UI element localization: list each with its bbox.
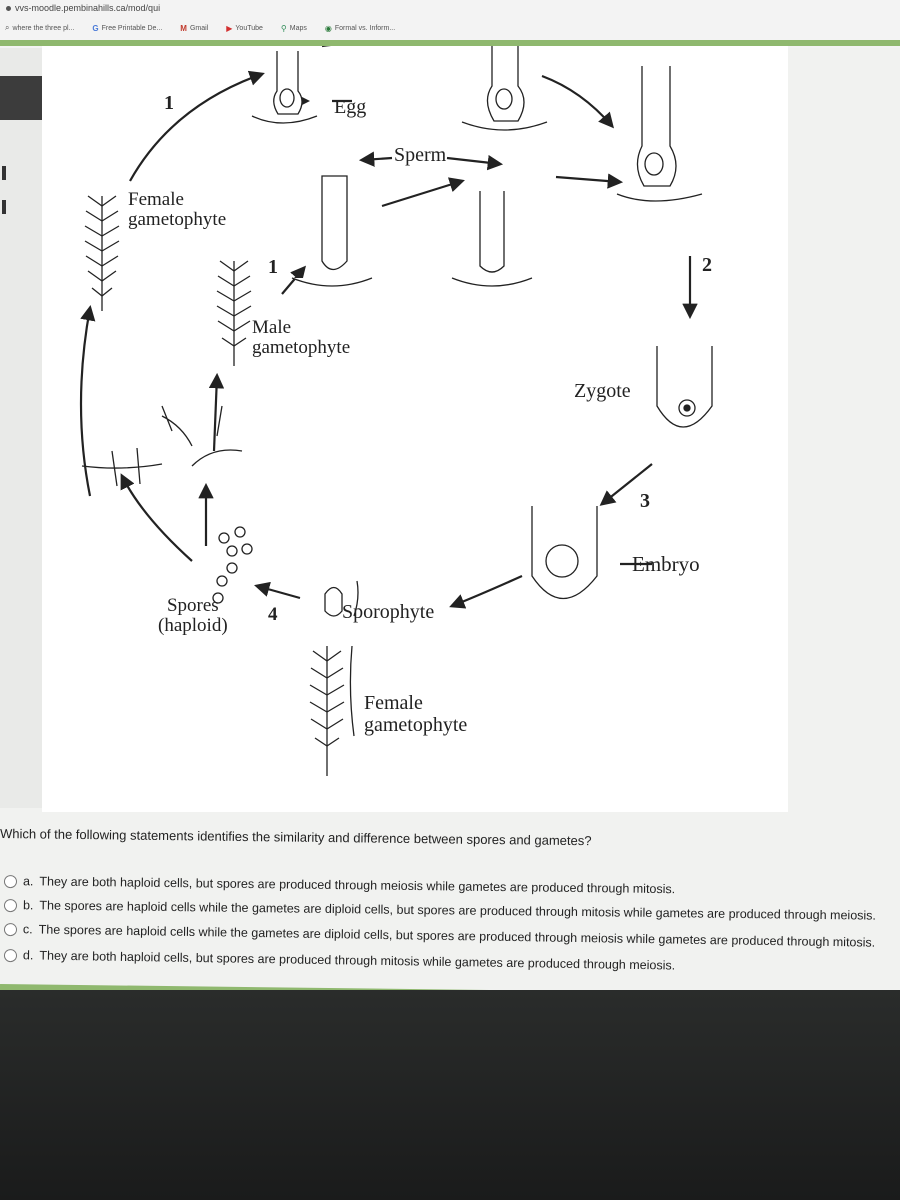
label-egg: Egg (334, 96, 367, 118)
label-embryo: Embryo (632, 552, 700, 576)
option-d[interactable]: d. They are both haploid cells, but spores are produced through mitosis while gametes are produced through meiosis. (4, 948, 675, 973)
label-female-gametophyte-bottom: Female gametophyte (364, 692, 468, 736)
label-male-gametophyte: Male gametophyte (252, 317, 351, 358)
step-number-1-top: 1 (164, 92, 174, 114)
quiz-question: Which of the following statements identifies the similarity and difference between spores and gametes? (0, 826, 592, 849)
option-c[interactable]: c. The spores are haploid cells while the gametes are diploid cells, but spores are produced through meiosis while gametes are produced through mitosis. (4, 922, 875, 950)
option-a[interactable]: a. They are both haploid cells, but spores are produced through meiosis while gametes are produced through mitosis. (4, 874, 675, 896)
gmail-icon: M (180, 23, 187, 33)
secure-dot-icon (6, 6, 11, 11)
label-sperm: Sperm (394, 144, 447, 166)
youtube-icon: ▶ (226, 23, 233, 33)
monitor-bezel (0, 990, 900, 1200)
radio-button[interactable] (4, 875, 17, 888)
bookmark-search[interactable]: ⌕ where the three pl... (5, 23, 75, 32)
label-zygote: Zygote (574, 380, 631, 402)
left-drawer (0, 48, 42, 808)
radio-button[interactable] (4, 899, 17, 912)
maps-pin-icon: ⚲ (280, 23, 287, 33)
option-b[interactable]: b. The spores are haploid cells while the gametes are diploid cells, but spores are produced through mitosis while gametes are produced through meiosis. (4, 898, 876, 923)
drawer-block (0, 76, 42, 120)
bookmark-youtube[interactable]: ▶ YouTube (226, 23, 263, 33)
label-female-gametophyte-top: Female gametophyte (128, 189, 227, 230)
address-bar[interactable] (6, 3, 160, 13)
drawer-mark (2, 166, 6, 180)
drawer-mark (2, 200, 6, 214)
globe-icon: ◉ (324, 23, 332, 33)
radio-button[interactable] (4, 949, 17, 962)
step-number-1-mid: 1 (268, 256, 278, 278)
url-text: vvs-moodle.pembinahills.ca/mod/qui (15, 3, 161, 13)
bookmark-maps[interactable]: ⚲ Maps (280, 23, 307, 33)
browser-chrome (0, 0, 900, 48)
google-icon: G (92, 23, 99, 33)
step-number-3: 3 (640, 490, 650, 512)
bookmark-formal-vs-informal[interactable]: ◉ Formal vs. Inform... (324, 23, 396, 33)
bookmark-gmail[interactable]: M Gmail (180, 23, 209, 33)
label-sporophyte: Sporophyte (342, 601, 435, 623)
step-number-2: 2 (702, 254, 712, 276)
label-spores-haploid: Spores (haploid) (158, 595, 228, 636)
life-cycle-diagram (42, 46, 788, 812)
step-number-4: 4 (268, 604, 278, 625)
bookmark-free-printable[interactable]: G Free Printable De... (92, 23, 163, 33)
search-icon: ⌕ (5, 23, 10, 32)
radio-button[interactable] (4, 923, 17, 936)
bookmarks-bar (5, 21, 705, 35)
